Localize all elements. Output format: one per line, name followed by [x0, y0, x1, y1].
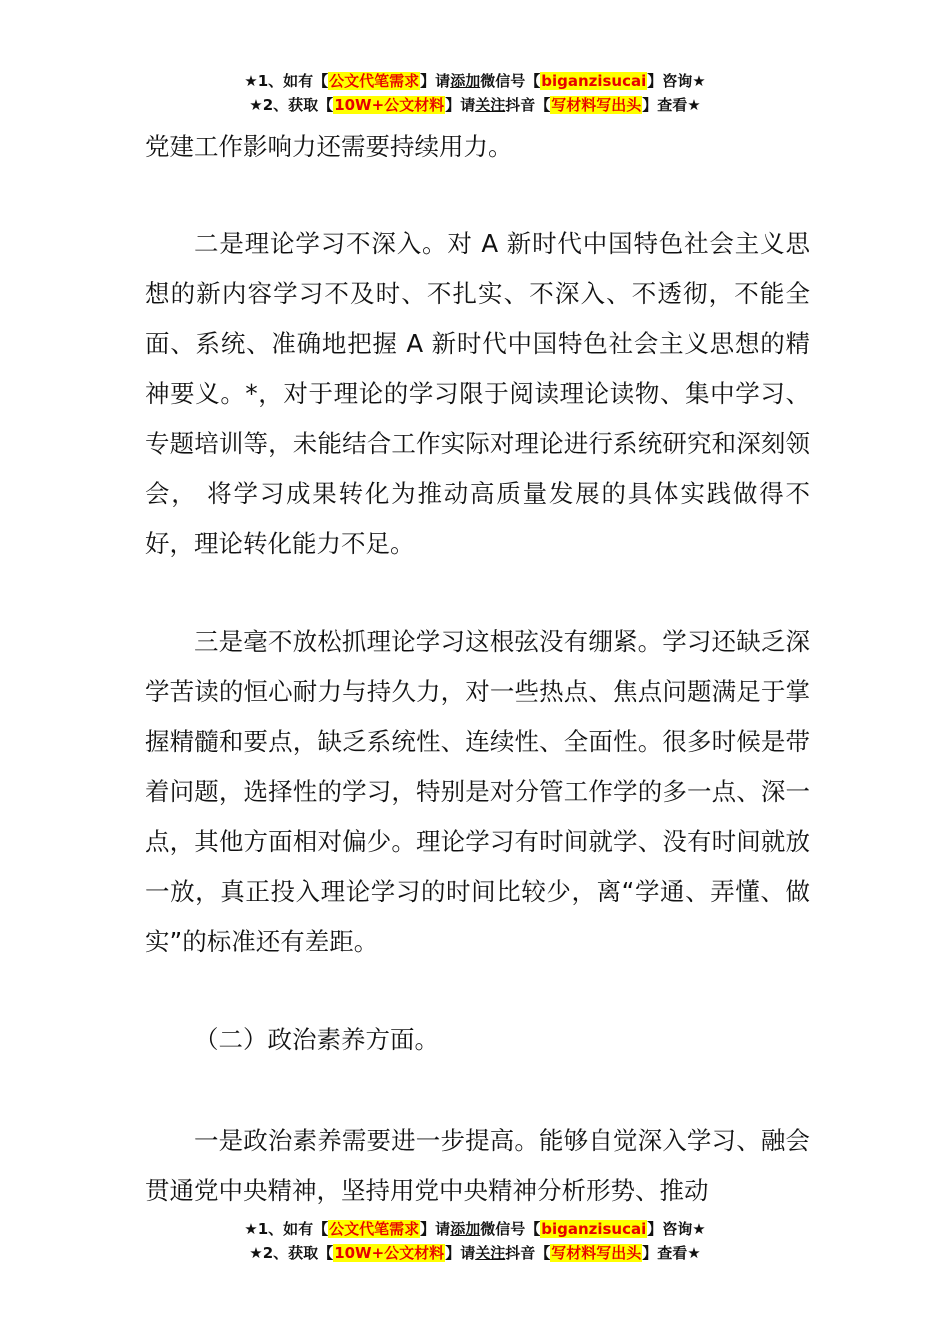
- paragraph-continuation: 党建工作影响力还需要持续用力。: [145, 132, 513, 161]
- banner-text: 微信号【: [480, 1220, 541, 1238]
- banner-text: 】请: [420, 1220, 451, 1238]
- banner-line-2: [0, 1241, 950, 1265]
- banner-highlight: 公文代笔需求: [329, 1220, 420, 1238]
- footer-banner: [0, 1217, 950, 1265]
- banner-line-1: [0, 69, 950, 93]
- banner-text: ★2、获取【: [249, 1244, 334, 1262]
- paragraph-political-quality: 一是政治素养需要进一步提高。能够自觉深入学习、融会贯通党中央精神，坚持用党中央精神分析形势、推动: [145, 1126, 810, 1205]
- banner-line-1: [0, 1217, 950, 1241]
- banner-highlight: 写材料写出头: [551, 1244, 642, 1262]
- banner-underline: 关注: [475, 1244, 506, 1262]
- banner-text: ★1、如有【: [244, 1220, 329, 1238]
- paragraph-theory-study: 二是理论学习不深入。对 A 新时代中国特色社会主义思想的新内容学习不及时、不扎实、不深入、不透彻，不能全面、系统、准确地把握 A 新时代中国特色社会主义思想的精神要义。*，对于理论的学习限于阅读理论读物、集中学习、专题培训等，未能结合工作实际对理论进行系统研究和深刻领会， 将学习成果转化为推动高质量发展的具体实践做得不好，理论转化能力不足。: [145, 229, 810, 558]
- banner-text: 】请: [445, 96, 476, 114]
- banner-highlight: biganzisucai: [541, 72, 647, 90]
- banner-underline: 添加: [450, 1220, 481, 1238]
- banner-text: 抖音【: [505, 96, 551, 114]
- banner-underline: 关注: [475, 96, 506, 114]
- banner-text: 抖音【: [505, 1244, 551, 1262]
- paragraph-theory-discipline: 三是毫不放松抓理论学习这根弦没有绷紧。学习还缺乏深学苦读的恒心耐力与持久力，对一些热点、焦点问题满足于掌握精髓和要点，缺乏系统性、连续性、全面性。很多时候是带着问题，选择性的学习，特别是对分管工作学的多一点、深一点，其他方面相对偏少。理论学习有时间就学、没有时间就放一放，真正投入理论学习的时间比较少，离“学通、弄懂、做实”的标准还有差距。: [145, 627, 810, 956]
- banner-text: ★1、如有【: [244, 72, 329, 90]
- banner-highlight: biganzisucai: [541, 1220, 647, 1238]
- banner-text: 微信号【: [480, 72, 541, 90]
- banner-highlight: 10W+公文材料: [334, 1244, 445, 1262]
- banner-text: 】请: [420, 72, 451, 90]
- banner-text: 】查看★: [642, 1244, 701, 1262]
- banner-text: 】请: [445, 1244, 476, 1262]
- banner-line-2: [0, 93, 950, 117]
- banner-highlight: 公文代笔需求: [329, 72, 420, 90]
- banner-highlight: 10W+公文材料: [334, 96, 445, 114]
- banner-text: 】咨询★: [647, 72, 706, 90]
- banner-underline: 添加: [450, 72, 481, 90]
- banner-text: 】查看★: [642, 96, 701, 114]
- banner-text: 】咨询★: [647, 1220, 706, 1238]
- header-banner: [0, 69, 950, 117]
- section-heading: （二）政治素养方面。: [194, 1025, 439, 1054]
- banner-text: ★2、获取【: [249, 96, 334, 114]
- banner-highlight: 写材料写出头: [551, 96, 642, 114]
